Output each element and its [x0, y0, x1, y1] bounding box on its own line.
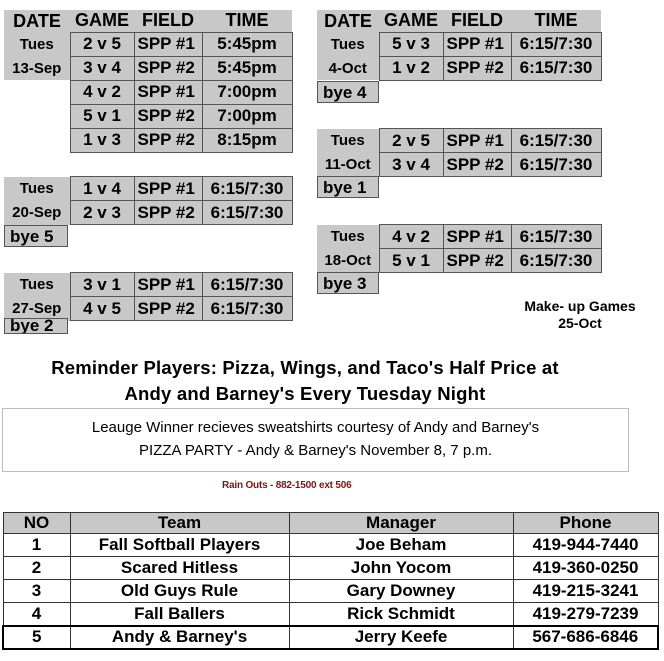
team-name: Old Guys Rule	[70, 580, 289, 603]
team-phone: 419-944-7440	[513, 534, 658, 557]
game-cell: 2 v 5	[379, 129, 443, 153]
header-manager: Manager	[289, 513, 513, 534]
time-cell: 8:15pm	[202, 128, 292, 152]
team-name: Andy & Barney's	[70, 626, 289, 649]
time-cell: 6:15/7:30	[202, 273, 292, 297]
header-field: FIELD	[443, 10, 511, 32]
field-cell: SPP #1	[443, 225, 511, 249]
header-date: DATE	[317, 10, 379, 32]
team-manager: Jerry Keefe	[289, 626, 513, 649]
week-date: 13-Sep	[4, 56, 70, 80]
team-manager: John Yocom	[289, 557, 513, 580]
header-time: TIME	[202, 10, 292, 32]
field-cell: SPP #2	[443, 56, 511, 80]
field-cell: SPP #2	[134, 201, 202, 225]
week-day: Tues	[317, 129, 379, 153]
makeup-title: Make- up Games	[524, 298, 636, 314]
game-cell: 4 v 5	[70, 297, 134, 321]
time-cell: 6:15/7:30	[511, 56, 601, 80]
time-cell: 7:00pm	[202, 104, 292, 128]
team-manager: Gary Downey	[289, 580, 513, 603]
game-cell: 3 v 4	[379, 153, 443, 177]
schedule-sep20	[4, 176, 293, 225]
week-day: Tues	[4, 273, 70, 297]
table-row	[3, 626, 658, 649]
week-date: 18-Oct	[317, 249, 379, 273]
header-phone: Phone	[513, 513, 658, 534]
field-cell: SPP #2	[443, 153, 511, 177]
time-cell: 6:15/7:30	[202, 297, 292, 321]
team-name: Scared Hitless	[70, 557, 289, 580]
team-number: 4	[3, 603, 70, 626]
makeup-date: 25-Oct	[558, 315, 602, 331]
week-date: 11-Oct	[317, 153, 379, 177]
team-name: Fall Ballers	[70, 603, 289, 626]
header-game: GAME	[70, 10, 134, 32]
time-cell: 6:15/7:30	[202, 201, 292, 225]
team-phone: 567-686-6846	[513, 626, 658, 649]
reminder-line-2: Andy and Barney's Every Tuesday Night	[124, 383, 486, 404]
table-row	[3, 534, 658, 557]
league-winner-box	[2, 408, 629, 472]
schedule-oct18	[317, 224, 602, 273]
bye-badge: bye 2	[4, 318, 68, 334]
time-cell: 7:00pm	[202, 80, 292, 104]
bye-badge: bye 4	[317, 81, 379, 103]
header-game: GAME	[379, 10, 443, 32]
time-cell: 6:15/7:30	[511, 249, 601, 273]
team-manager: Joe Beham	[289, 534, 513, 557]
field-cell: SPP #2	[134, 297, 202, 321]
time-cell: 6:15/7:30	[511, 225, 601, 249]
week-day: Tues	[4, 32, 70, 56]
reminder-line-1: Reminder Players: Pizza, Wings, and Taco's Half Price at	[51, 357, 559, 378]
field-cell: SPP #1	[443, 32, 511, 56]
header-team: Team	[70, 513, 289, 534]
schedule-sep13	[4, 10, 293, 153]
field-cell: SPP #2	[134, 56, 202, 80]
game-cell: 1 v 2	[379, 56, 443, 80]
week-date: 27-Sep	[4, 297, 70, 321]
team-number: 1	[3, 534, 70, 557]
field-cell: SPP #2	[134, 128, 202, 152]
game-cell: 4 v 2	[379, 225, 443, 249]
header-field: FIELD	[134, 10, 202, 32]
schedule-sep27	[4, 272, 293, 321]
game-cell: 3 v 1	[70, 273, 134, 297]
teams-table	[2, 512, 659, 650]
team-phone: 419-279-7239	[513, 603, 658, 626]
time-cell: 6:15/7:30	[511, 153, 601, 177]
week-day: Tues	[4, 177, 70, 201]
time-cell: 6:15/7:30	[511, 32, 601, 56]
field-cell: SPP #1	[134, 32, 202, 56]
game-cell: 5 v 1	[70, 104, 134, 128]
field-cell: SPP #1	[443, 129, 511, 153]
game-cell: 3 v 4	[70, 56, 134, 80]
time-cell: 5:45pm	[202, 32, 292, 56]
team-number: 3	[3, 580, 70, 603]
winner-line-1: Leauge Winner recieves sweatshirts courtesy of Andy and Barney's	[91, 419, 540, 436]
team-phone: 419-360-0250	[513, 557, 658, 580]
header-no: NO	[3, 513, 70, 534]
team-number: 5	[3, 626, 70, 649]
team-phone: 419-215-3241	[513, 580, 658, 603]
bye-badge: bye 5	[4, 225, 68, 247]
rain-outs-phone: Rain Outs - 882-1500 ext 506	[222, 480, 352, 491]
header-time: TIME	[511, 10, 601, 32]
table-row	[3, 580, 658, 603]
field-cell: SPP #1	[134, 273, 202, 297]
game-cell: 1 v 4	[70, 177, 134, 201]
team-manager: Rick Schmidt	[289, 603, 513, 626]
week-day: Tues	[317, 225, 379, 249]
makeup-games-note	[508, 298, 652, 332]
schedule-oct4	[317, 10, 602, 81]
field-cell: SPP #2	[443, 249, 511, 273]
time-cell: 6:15/7:30	[511, 129, 601, 153]
winner-line-2: PIZZA PARTY - Andy & Barney's November 8, 7 p.m.	[138, 442, 492, 459]
field-cell: SPP #1	[134, 80, 202, 104]
game-cell: 1 v 3	[70, 128, 134, 152]
week-day: Tues	[317, 32, 379, 56]
game-cell: 4 v 2	[70, 80, 134, 104]
bye-badge: bye 1	[317, 176, 379, 198]
time-cell: 6:15/7:30	[202, 177, 292, 201]
game-cell: 5 v 3	[379, 32, 443, 56]
bye-badge: bye 3	[317, 272, 379, 294]
week-date: 4-Oct	[317, 56, 379, 80]
game-cell: 5 v 1	[379, 249, 443, 273]
team-name: Fall Softball Players	[70, 534, 289, 557]
week-date: 20-Sep	[4, 201, 70, 225]
teams-header-row	[3, 513, 658, 534]
game-cell: 2 v 5	[70, 32, 134, 56]
team-number: 2	[3, 557, 70, 580]
field-cell: SPP #1	[134, 177, 202, 201]
schedule-oct11	[317, 128, 602, 177]
time-cell: 5:45pm	[202, 56, 292, 80]
header-date: DATE	[4, 10, 70, 32]
game-cell: 2 v 3	[70, 201, 134, 225]
field-cell: SPP #2	[134, 104, 202, 128]
table-row	[3, 603, 658, 626]
table-row	[3, 557, 658, 580]
reminder-text	[0, 355, 610, 407]
